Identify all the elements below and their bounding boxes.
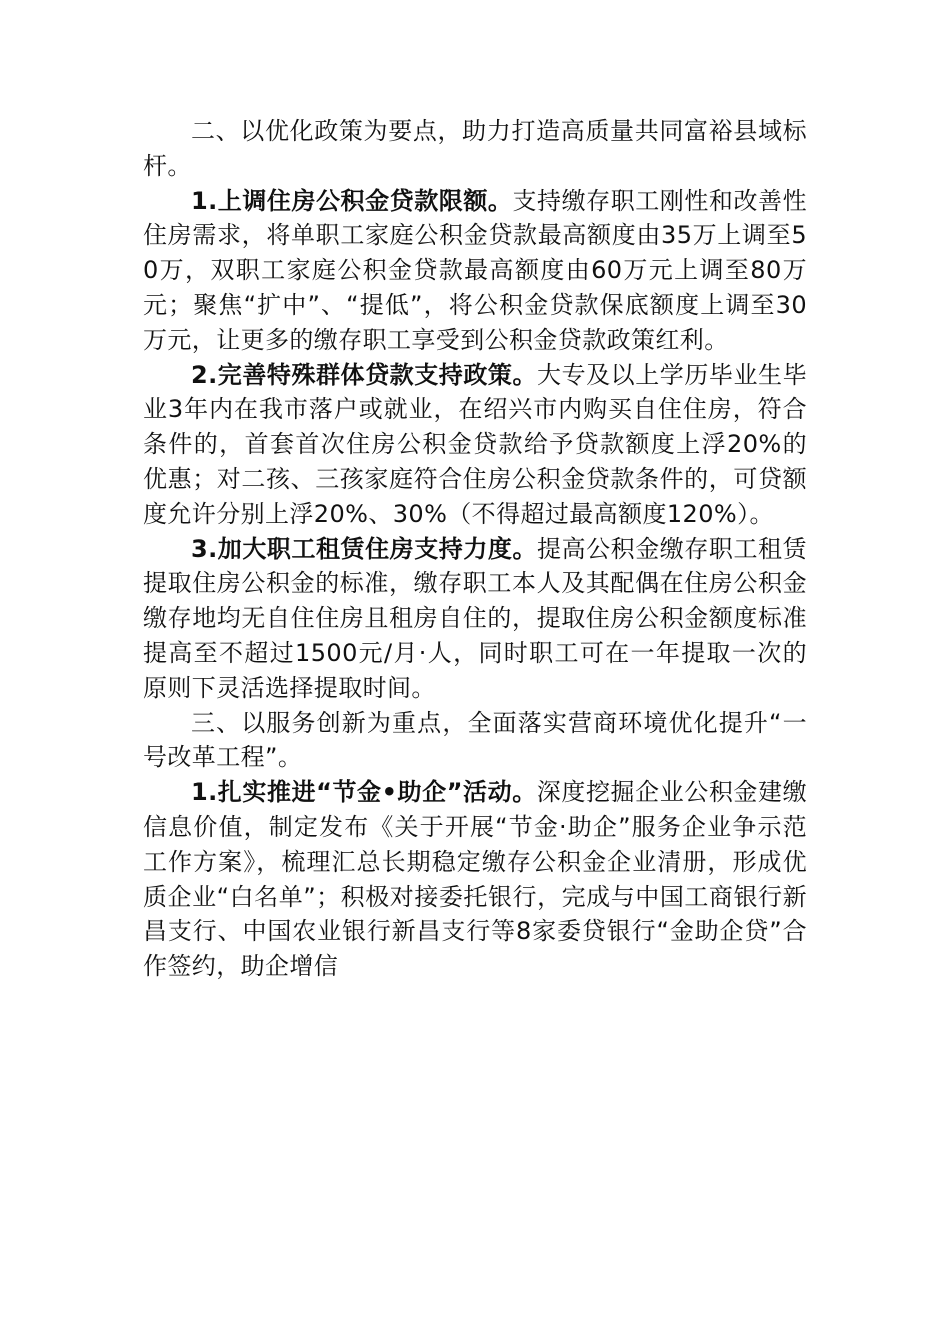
section-heading-three xyxy=(143,706,807,776)
paragraph-text: 深度挖掘企业公积金建缴信息价值，制定发布《关于开展“节金·助企”服务企业争示范工作方案》，梳理汇总长期稳定缴存公积金企业清册，形成优质企业“白名单”；积极对接委托银行，完成与中国工商银行新昌支行、中国农业银行新昌支行等8家委贷银行“金助企贷”合作签约，助企增信 xyxy=(143,778,807,981)
paragraph-lead: 2.完善特殊群体贷款支持政策。 xyxy=(191,360,538,389)
paragraph-text: 大专及以上学历毕业生毕业3年内在我市落户或就业，在绍兴市内购买自住住房，符合条件的，首套首次住房公积金贷款给予贷款额度上浮20%的优惠；对二孩、三孩家庭符合住房公积金贷款条件的，可贷额度允许分别上浮20%、30%（不得超过最高额度120%）。 xyxy=(143,360,807,528)
document-body xyxy=(143,114,807,984)
paragraph-enterprise-activity xyxy=(143,775,807,984)
paragraph-special-groups xyxy=(143,358,807,532)
paragraph-rental-support xyxy=(143,532,807,706)
paragraph-text: 三、以服务创新为重点，全面落实营商环境优化提升“一号改革工程”。 xyxy=(143,708,807,772)
paragraph-text: 提高公积金缴存职工租赁提取住房公积金的标准，缴存职工本人及其配偶在住房公积金缴存地均无自住住房且租房自住的，提取住房公积金额度标准提高至不超过1500元/月·人，同时职工可在一年提取一次的原则下灵活选择提取时间。 xyxy=(143,534,807,702)
paragraph-loan-limit xyxy=(143,184,807,358)
paragraph-lead: 3.加大职工租赁住房支持力度。 xyxy=(191,534,538,563)
paragraph-text: 二、以优化政策为要点，助力打造高质量共同富裕县域标杆。 xyxy=(143,117,807,180)
section-heading-two xyxy=(143,114,807,184)
paragraph-lead: 1.扎实推进“节金•助企”活动。 xyxy=(191,778,537,807)
paragraph-lead: 1.上调住房公积金贷款限额。 xyxy=(191,186,513,215)
paragraph-text: 支持缴存职工刚性和改善性住房需求，将单职工家庭公积金贷款最高额度由35万上调至50万，双职工家庭公积金贷款最高额度由60万元上调至80万元；聚焦“扩中”、“提低”，将公积金贷款保底额度上调至30万元，让更多的缴存职工享受到公积金贷款政策红利。 xyxy=(143,186,807,354)
